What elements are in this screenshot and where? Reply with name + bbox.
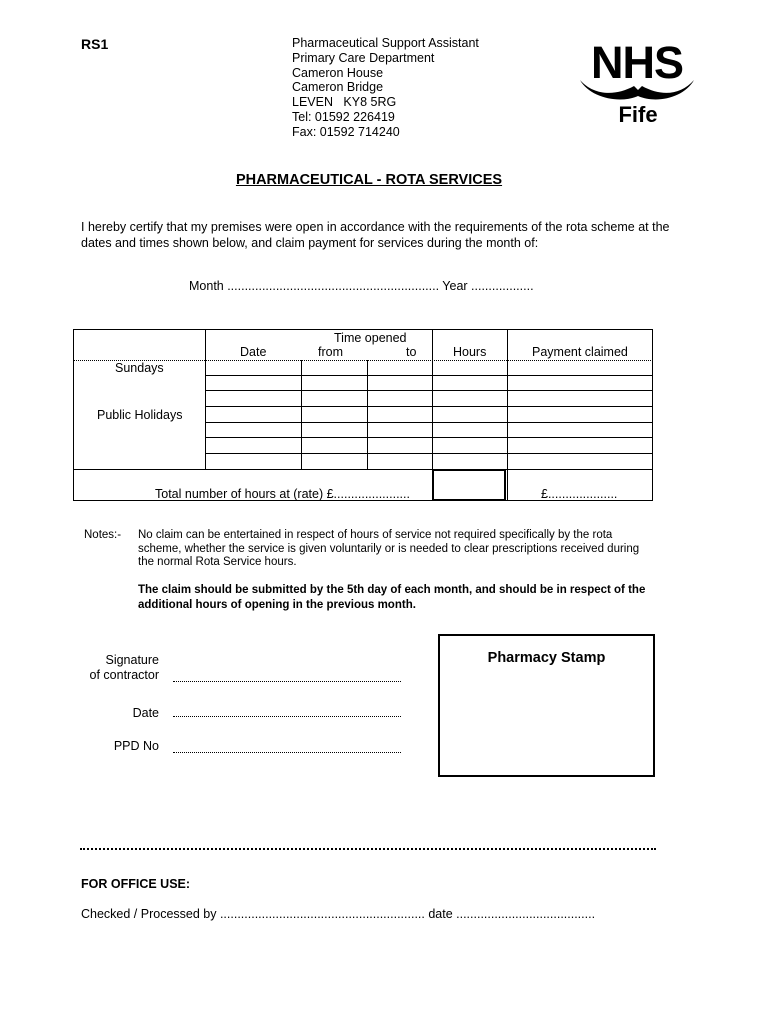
ppd-label: PPD No bbox=[113, 739, 159, 753]
table-row-line bbox=[205, 453, 653, 454]
office-use-title: FOR OFFICE USE: bbox=[81, 877, 191, 891]
table-border-right bbox=[652, 329, 653, 501]
table-vline bbox=[432, 329, 433, 469]
total-hours-label: Total number of hours at (rate) £...................... bbox=[155, 487, 410, 501]
total-payment-field[interactable]: £.................... bbox=[541, 487, 618, 501]
address-line: Fax: 01592 714240 bbox=[292, 124, 400, 139]
signature-label-line2: of contractor bbox=[89, 668, 159, 682]
table-row-line bbox=[205, 406, 653, 407]
form-title-text: PHARMACEUTICAL - ROTA SERVICES bbox=[235, 172, 503, 188]
row-label-public-holidays: Public Holidays bbox=[97, 408, 183, 422]
pharmacy-stamp-title: Pharmacy Stamp bbox=[487, 650, 606, 666]
month-year-field[interactable]: Month ............................................................. Year .................. bbox=[189, 279, 534, 293]
row-label-sundays: Sundays bbox=[115, 361, 164, 375]
date-label: Date bbox=[132, 706, 159, 720]
form-code: RS1 bbox=[81, 36, 109, 52]
checked-processed-field[interactable]: Checked / Processed by ........................................................... date ........................................ bbox=[81, 907, 596, 921]
address-line: Cameron Bridge bbox=[292, 80, 384, 95]
notes-label: Notes:- bbox=[84, 529, 122, 541]
table-row-line bbox=[205, 437, 653, 438]
address-line: Cameron House bbox=[292, 65, 384, 80]
table-vline bbox=[507, 329, 508, 501]
signature-label bbox=[39, 653, 159, 683]
notes-text: No claim can be entertained in respect of hours of service not required specifically by the rota scheme, whether the service is given voluntarily or is needed to clear prescriptions received during the normal Rota Service hours. bbox=[138, 529, 640, 568]
address-line: LEVEN KY8 5RG bbox=[292, 95, 397, 110]
pharmacy-stamp-box[interactable] bbox=[438, 634, 655, 777]
address-line: Tel: 01592 226419 bbox=[292, 109, 395, 124]
address-line: Primary Care Department bbox=[292, 50, 435, 65]
logo-fife-text: Fife bbox=[618, 102, 658, 127]
col-header-to: to bbox=[406, 345, 417, 359]
table-vline bbox=[205, 329, 206, 469]
notes-submission-deadline: The claim should be submitted by the 5th day of each month, and should be in respect of the additional hours of opening in the previous month. bbox=[138, 584, 646, 611]
table-row-line bbox=[205, 375, 653, 376]
office-separator bbox=[80, 848, 656, 850]
form-title bbox=[0, 172, 738, 188]
total-hours-box[interactable] bbox=[432, 469, 506, 501]
logo-nhs-text: NHS bbox=[590, 40, 684, 88]
signature-label-line1: Signature bbox=[105, 653, 159, 667]
table-row-line bbox=[205, 390, 653, 391]
date-field[interactable] bbox=[173, 716, 401, 717]
col-header-date: Date bbox=[240, 345, 267, 359]
col-header-time-opened: Time opened bbox=[334, 331, 407, 345]
col-header-from: from bbox=[318, 345, 343, 359]
nhs-fife-logo bbox=[576, 40, 698, 128]
table-row-line bbox=[205, 422, 653, 423]
table-border-left bbox=[73, 329, 74, 501]
col-header-hours: Hours bbox=[453, 345, 487, 359]
table-border-top bbox=[73, 329, 653, 330]
col-header-payment: Payment claimed bbox=[532, 345, 628, 359]
certification-text: I hereby certify that my premises were open in accordance with the requirements of the rota scheme at the dates and times shown below, and claim payment for services during the month of: bbox=[81, 220, 670, 250]
signature-field[interactable] bbox=[173, 681, 401, 682]
address-block bbox=[292, 36, 479, 140]
address-line: Pharmaceutical Support Assistant bbox=[292, 36, 479, 50]
table-row-line bbox=[73, 469, 653, 470]
ppd-field[interactable] bbox=[173, 752, 401, 753]
